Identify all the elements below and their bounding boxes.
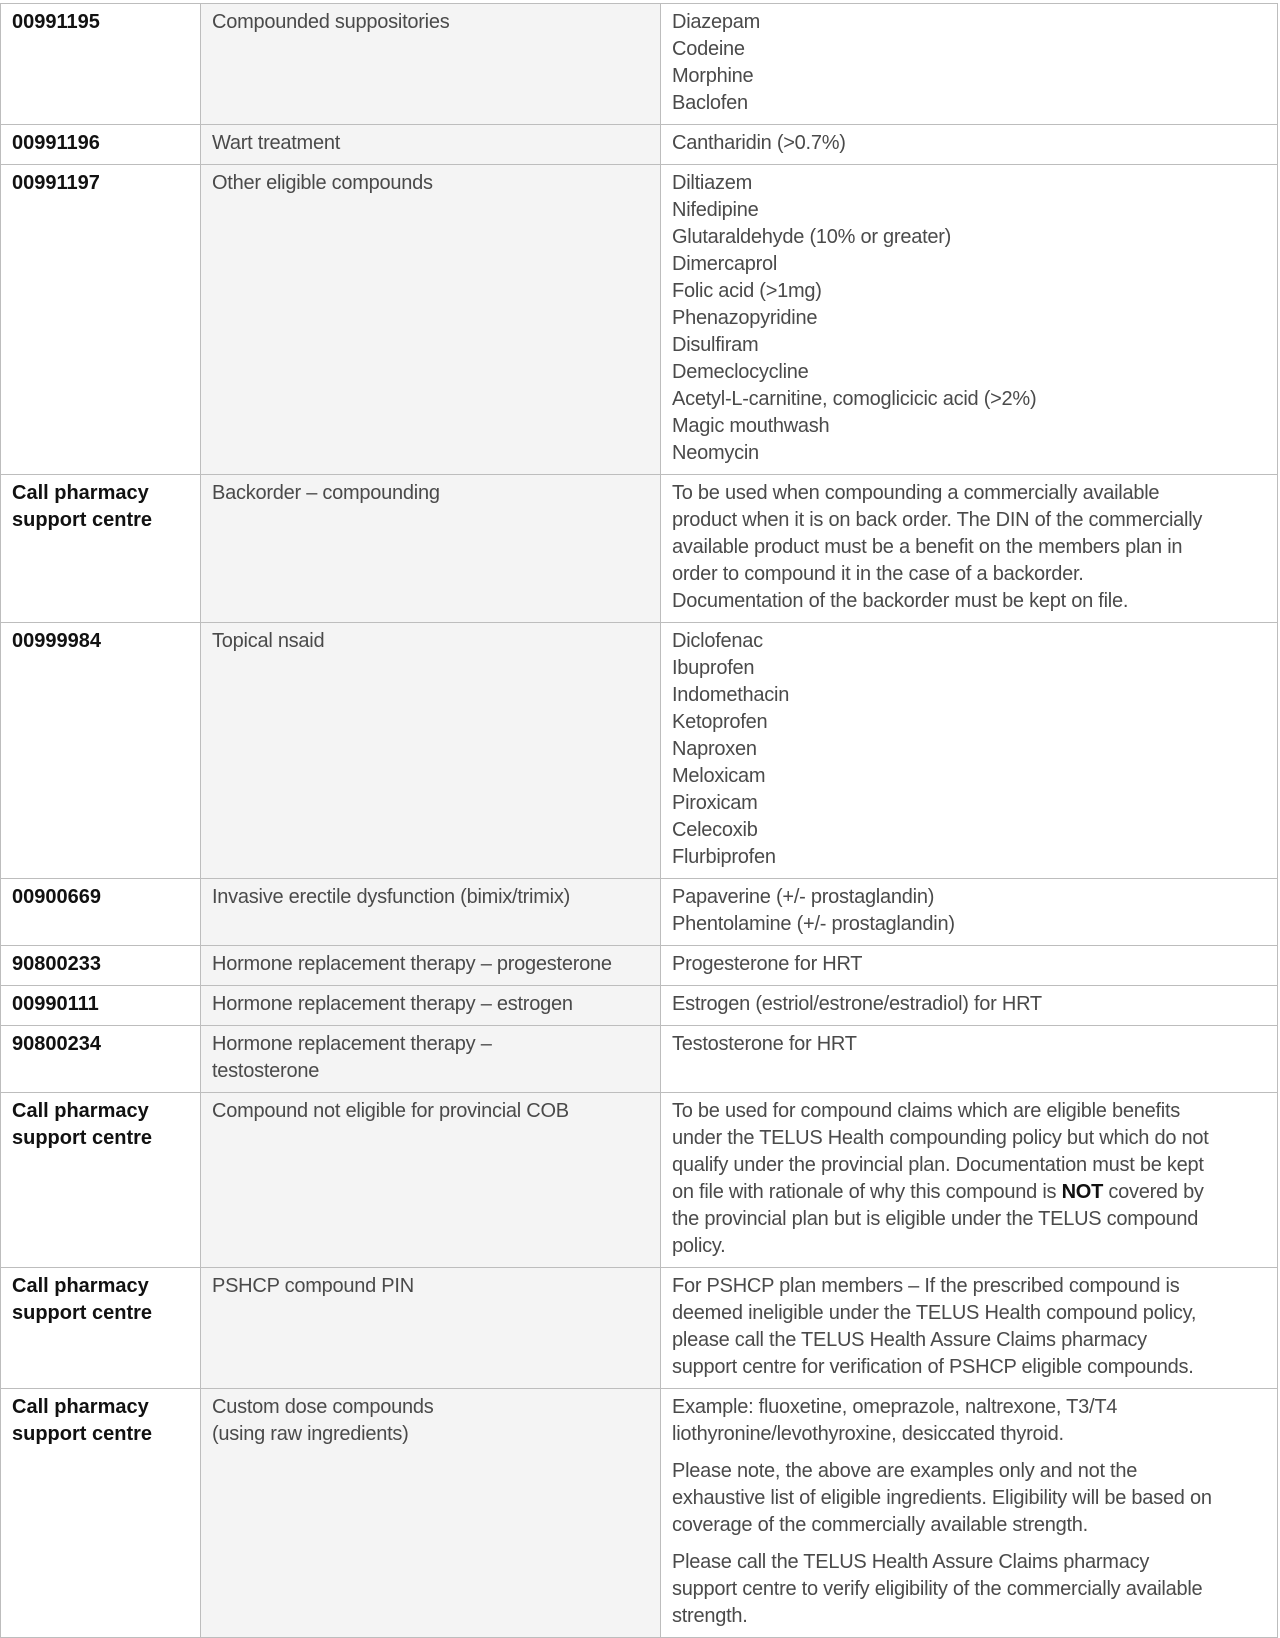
- pin-code-cell: [1, 1268, 201, 1389]
- pin-code: Call pharmacy: [12, 1396, 149, 1418]
- pin-code: support centre: [12, 1423, 153, 1445]
- description-cell: [201, 1093, 661, 1268]
- description: PSHCP compound PIN: [212, 1275, 414, 1297]
- details-paragraph: [672, 170, 1267, 467]
- details-line: coverage of the commercially available strength.: [672, 1514, 1088, 1536]
- details-line: Nifedipine: [672, 199, 759, 221]
- details-line: under the TELUS Health compounding policy but which do not: [672, 1127, 1209, 1149]
- details-line: Demeclocycline: [672, 361, 809, 383]
- pin-code-cell: [1, 4, 201, 125]
- details-line: deemed ineligible under the TELUS Health compound policy,: [672, 1302, 1197, 1324]
- details-line: Estrogen (estriol/estrone/estradiol) for HRT: [672, 993, 1042, 1015]
- description: Compounded suppositories: [212, 11, 450, 33]
- description-cell: [201, 165, 661, 475]
- pin-code-cell: [1, 946, 201, 986]
- description-cell: [201, 125, 661, 165]
- description-cell: [201, 986, 661, 1026]
- pin-code: support centre: [12, 1127, 153, 1149]
- details-line: Disulfiram: [672, 334, 759, 356]
- details-line: Diclofenac: [672, 630, 763, 652]
- pin-code: support centre: [12, 509, 153, 531]
- details-line: Diltiazem: [672, 172, 752, 194]
- pin-code: support centre: [12, 1302, 153, 1324]
- details-cell: [661, 1268, 1278, 1389]
- details-cell: [661, 4, 1278, 125]
- pin-code: 00991196: [12, 132, 100, 154]
- description: Wart treatment: [212, 132, 341, 154]
- table-row: [1, 475, 1278, 623]
- description: Hormone replacement therapy – estrogen: [212, 993, 573, 1015]
- pin-code-cell: [1, 165, 201, 475]
- description-cell: [201, 879, 661, 946]
- table-body: [1, 4, 1278, 1638]
- details-line: Documentation of the backorder must be kept on file.: [672, 590, 1129, 612]
- description-cell: [201, 946, 661, 986]
- details-cell: [661, 165, 1278, 475]
- pin-code-cell: [1, 879, 201, 946]
- description: Invasive erectile dysfunction (bimix/trimix): [212, 886, 570, 908]
- details-cell: [661, 1093, 1278, 1268]
- details-line: Cantharidin (>0.7%): [672, 132, 846, 154]
- description: Custom dose compounds: [212, 1396, 434, 1418]
- pin-code: 00991197: [12, 172, 100, 194]
- details-line: Meloxicam: [672, 765, 766, 787]
- details-line: strength.: [672, 1605, 748, 1627]
- pin-code: Call pharmacy: [12, 1100, 149, 1122]
- details-line: Naproxen: [672, 738, 757, 760]
- pin-code-cell: [1, 986, 201, 1026]
- details-line: Ketoprofen: [672, 711, 768, 733]
- table-row: [1, 986, 1278, 1026]
- table-row: [1, 125, 1278, 165]
- description-cell: [201, 1389, 661, 1638]
- details-line: Folic acid (>1mg): [672, 280, 822, 302]
- details-paragraph: [672, 628, 1267, 871]
- details-paragraph: [672, 951, 1267, 978]
- table-row: [1, 623, 1278, 879]
- description: Hormone replacement therapy –: [212, 1033, 492, 1055]
- details-cell: [661, 125, 1278, 165]
- details-line: support centre to verify eligibility of the commercially available: [672, 1578, 1203, 1600]
- details-line: Please call the TELUS Health Assure Claims pharmacy: [672, 1551, 1150, 1573]
- table-row: [1, 4, 1278, 125]
- table-row: [1, 1093, 1278, 1268]
- details-paragraph: [672, 1394, 1267, 1448]
- details-line: order to compound it in the case of a backorder.: [672, 563, 1084, 585]
- details-line: Diazepam: [672, 11, 761, 33]
- table-row: [1, 1268, 1278, 1389]
- pin-code-cell: [1, 1026, 201, 1093]
- details-paragraph: [672, 1549, 1267, 1630]
- details-line: liothyronine/levothyroxine, desiccated thyroid.: [672, 1423, 1064, 1445]
- details-line: Morphine: [672, 65, 754, 87]
- details-line: Testosterone for HRT: [672, 1033, 857, 1055]
- details-line: available product must be a benefit on the members plan in: [672, 536, 1183, 558]
- table-row: [1, 1026, 1278, 1093]
- pin-code: Call pharmacy: [12, 1275, 149, 1297]
- details-line: Phentolamine (+/- prostaglandin): [672, 913, 955, 935]
- details-line: Celecoxib: [672, 819, 758, 841]
- description: Topical nsaid: [212, 630, 325, 652]
- details-line: Acetyl-L-carnitine, comoglicicic acid (>2%): [672, 388, 1037, 410]
- details-paragraph: [672, 1458, 1267, 1539]
- details-line: Glutaraldehyde (10% or greater): [672, 226, 952, 248]
- emphasis-not: NOT: [1061, 1181, 1104, 1203]
- details-line: the provincial plan but is eligible under the TELUS compound: [672, 1208, 1199, 1230]
- details-paragraph: [672, 1273, 1267, 1381]
- details-line: qualify under the provincial plan. Documentation must be kept: [672, 1154, 1204, 1176]
- pin-code: 90800234: [12, 1033, 101, 1055]
- details-line: please call the TELUS Health Assure Claims pharmacy: [672, 1329, 1147, 1351]
- details-line: To be used for compound claims which are eligible benefits: [672, 1100, 1181, 1122]
- compound-eligibility-table: [0, 3, 1278, 1638]
- pin-code: 00991195: [12, 11, 100, 33]
- details-cell: [661, 946, 1278, 986]
- details-line: product when it is on back order. The DIN of the commercially: [672, 509, 1203, 531]
- pin-code: 00990111: [12, 993, 99, 1015]
- pin-code-cell: [1, 623, 201, 879]
- pin-code: Call pharmacy: [12, 482, 149, 504]
- details-paragraph: [672, 9, 1267, 117]
- details-cell: [661, 475, 1278, 623]
- details-cell: [661, 879, 1278, 946]
- details-line: Baclofen: [672, 92, 748, 114]
- pin-code-cell: [1, 1389, 201, 1638]
- description-cell: [201, 4, 661, 125]
- details-paragraph: [672, 480, 1267, 615]
- details-line: Example: fluoxetine, omeprazole, naltrexone, T3/T4: [672, 1396, 1118, 1418]
- description: Hormone replacement therapy – progesterone: [212, 953, 612, 975]
- pin-code: 00900669: [12, 886, 101, 908]
- details-line: Magic mouthwash: [672, 415, 830, 437]
- description: Other eligible compounds: [212, 172, 433, 194]
- description-cell: [201, 475, 661, 623]
- details-line: Ibuprofen: [672, 657, 755, 679]
- details-paragraph: [672, 1098, 1267, 1260]
- details-line: Papaverine (+/- prostaglandin): [672, 886, 935, 908]
- details-line: support centre for verification of PSHCP eligible compounds.: [672, 1356, 1194, 1378]
- details-paragraph: [672, 130, 1267, 157]
- description: Compound not eligible for provincial COB: [212, 1100, 569, 1122]
- details-line: policy.: [672, 1235, 726, 1257]
- table-row: [1, 879, 1278, 946]
- details-cell: [661, 1389, 1278, 1638]
- details-line: Flurbiprofen: [672, 846, 776, 868]
- description-cell: [201, 1268, 661, 1389]
- pin-code-cell: [1, 125, 201, 165]
- details-line: For PSHCP plan members – If the prescribed compound is: [672, 1275, 1180, 1297]
- details-line: Dimercaprol: [672, 253, 778, 275]
- details-cell: [661, 1026, 1278, 1093]
- details-line: Piroxicam: [672, 792, 758, 814]
- details-line: Neomycin: [672, 442, 759, 464]
- details-line: Codeine: [672, 38, 745, 60]
- details-paragraph: [672, 884, 1267, 938]
- table-row: [1, 946, 1278, 986]
- details-line: To be used when compounding a commercially available: [672, 482, 1160, 504]
- pin-code-cell: [1, 1093, 201, 1268]
- details-line: [672, 1179, 1267, 1206]
- details-line: Indomethacin: [672, 684, 790, 706]
- details-text: covered by: [1103, 1181, 1204, 1203]
- details-line: exhaustive list of eligible ingredients. Eligibility will be based on: [672, 1487, 1212, 1509]
- description: Backorder – compounding: [212, 482, 440, 504]
- details-line: Phenazopyridine: [672, 307, 818, 329]
- details-line: Please note, the above are examples only and not the: [672, 1460, 1138, 1482]
- description: (using raw ingredients): [212, 1423, 409, 1445]
- description-cell: [201, 1026, 661, 1093]
- details-text: on file with rationale of why this compound is: [672, 1181, 1062, 1203]
- pin-code-cell: [1, 475, 201, 623]
- table-row: [1, 165, 1278, 475]
- details-cell: [661, 986, 1278, 1026]
- pin-code: 90800233: [12, 953, 101, 975]
- details-paragraph: [672, 991, 1267, 1018]
- table-row: [1, 1389, 1278, 1638]
- details-paragraph: [672, 1031, 1267, 1058]
- description-cell: [201, 623, 661, 879]
- details-cell: [661, 623, 1278, 879]
- details-line: Progesterone for HRT: [672, 953, 863, 975]
- pin-code: 00999984: [12, 630, 101, 652]
- description: testosterone: [212, 1060, 320, 1082]
